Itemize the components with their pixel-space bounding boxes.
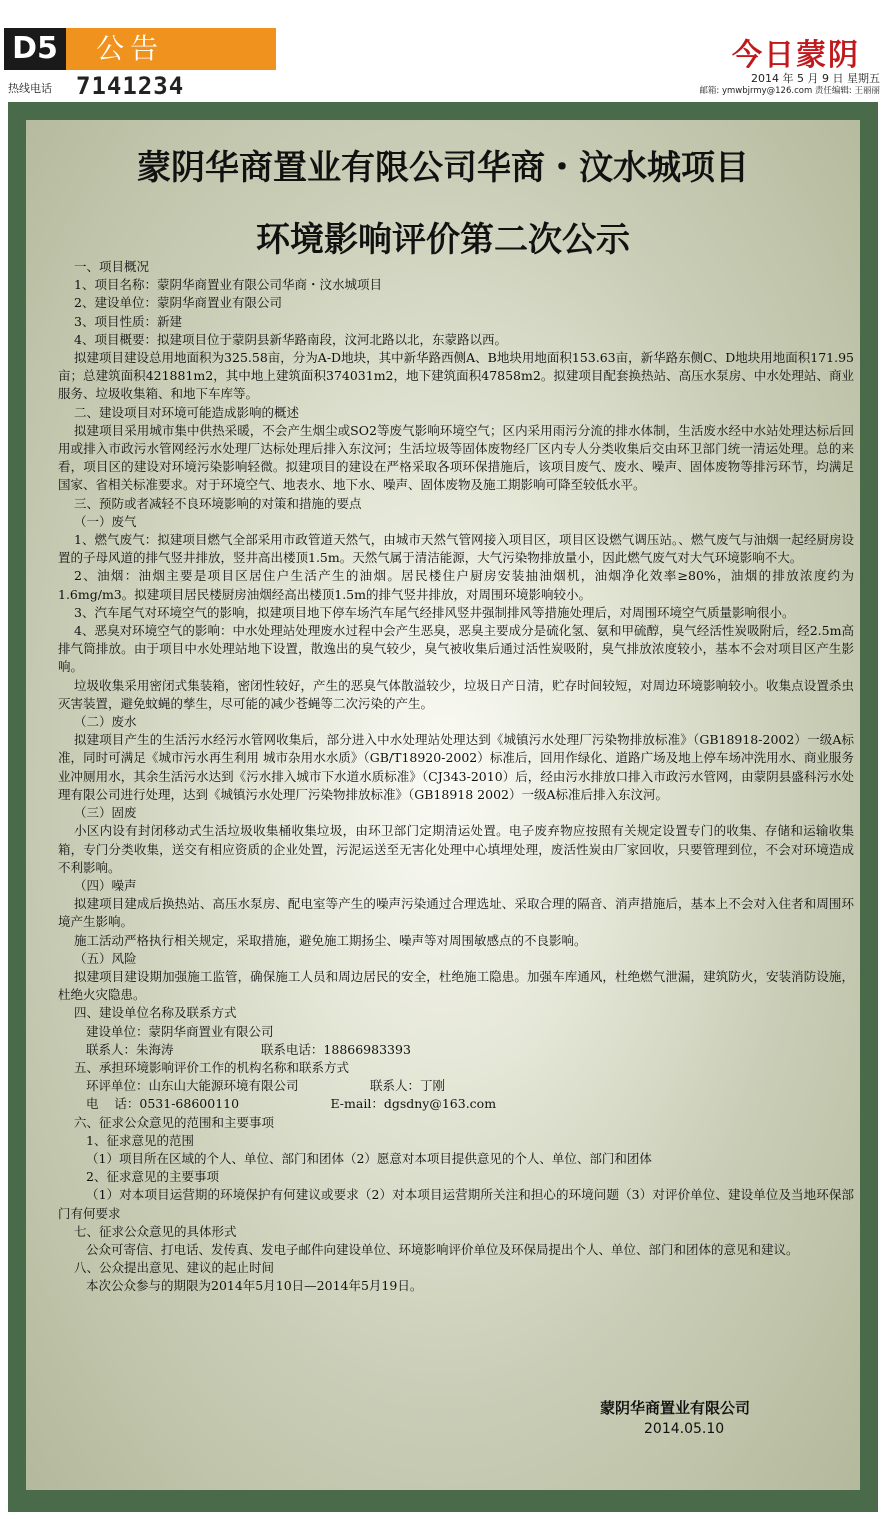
paragraph: 2、油烟：油烟主要是项目区居住户生活产生的油烟。居民楼住户厨房安装抽油烟机，油烟净化效率≥80%，油烟的排放浓度约为1.6mg/m3。拟建项目居民楼厨房油烟经高出楼顶1.5m的排气竖井排放，对周围环境影响较小。 [58,568,854,602]
section-heading: 五、承担环境影响评价工作的机构名称和联系方式 [74,1059,350,1075]
contact-line: 电 话：0531-68600110 E-mail：dgsdny@163.com [86,1096,497,1112]
section-heading: 八、公众提出意见、建议的起止时间 [74,1260,275,1276]
paragraph: 小区内设有封闭移动式生活垃圾收集桶收集垃圾，由环卫部门定期清运处置。电子废弃物应按照有关规定设置专门的收集、存储和运输收集箱，专门分类收集，送交有相应资质的企业处置，污泥运送至无害化处理中心填埋处理，废活性炭由厂家回收，只要管理到位，不会对环境造成不利影响。 [58,823,854,875]
subsection-heading: （五）风险 [74,950,137,966]
announcement-title-line1: 蒙阴华商置业有限公司华商・汶水城项目 [137,148,749,188]
contact-line: 联系人：朱海涛 联系电话：18866983393 [86,1041,411,1057]
paragraph: 4、项目概要：拟建项目位于蒙阴县新华路南段，汶河北路以北，东蒙路以西。 [74,331,507,347]
section-heading: 三、预防或者减轻不良环境影响的对策和措施的要点 [74,495,362,511]
hotline-label: 热线电话 [8,82,52,95]
section-code: D5 [4,28,66,70]
announcement-body [58,258,854,1296]
paragraph: 1、项目名称：蒙阴华商置业有限公司华商・汶水城项目 [74,277,382,293]
paragraph: （1）对本项目运营期的环境保护有何建议或要求（2）对本项目运营期所关注和担心的环境问题（3）对评价单位、建设单位及当地环保部门有何要求 [58,1187,854,1221]
section-name: 公告 [96,32,165,65]
contact-line: 环评单位：山东山大能源环境有限公司 联系人：丁刚 [86,1078,446,1094]
paragraph: 拟建项目产生的生活污水经污水管网收集后，部分进入中水处理站处理达到《城镇污水处理厂污染物排放标准》（GB18918-2002）一级A标准，同时可满足《城市污水再生利用 城市杂用水水质》（GB/T18920-2002）标准后，回用作绿化、道路广场及地上停车场冲洗用水、商业服务业冲厕用水，其余生活污水达到《污水排入城市下水道水质标准》（CJ343-2010）后，经由污水排放口排入市政污水管网，由蒙阴县盛科污水处理有限公司进行处理，达到《城镇污水处理厂污染物排放标准》（GB18918 2002）一级A标准后排入东汶河。 [58,732,854,802]
subsection-heading: （一）废气 [74,513,137,529]
editor-line: 邮箱: ymwbjrmy@126.com 责任编辑: 王丽丽 [699,86,880,96]
section-heading: 二、建设项目对环境可能造成影响的概述 [74,404,300,420]
subsection-heading: （二）废水 [74,714,137,730]
newspaper-brand: 今日蒙阴 [732,38,860,73]
paragraph: （1）项目所在区域的个人、单位、部门和团体（2）愿意对本项目提供意见的个人、单位、部门和团体 [86,1150,652,1166]
section-heading: 一、项目概况 [74,259,150,274]
paragraph: 2、建设单位：蒙阴华商置业有限公司 [74,295,282,311]
paragraph: 2、征求意见的主要事项 [86,1169,219,1185]
paragraph: 垃圾收集采用密闭式集装箱，密闭性较好，产生的恶臭气体散溢较少，垃圾日产日清，贮存时间较短，对周边环境影响较小。收集点设置杀虫灭害装置，避免蚊蝇的孳生，尽可能的减少苍蝇等二次污染的产生。 [58,677,854,711]
contact-line: 建设单位：蒙阴华商置业有限公司 [86,1023,274,1039]
paragraph: 4、恶臭对环境空气的影响：中水处理站处理废水过程中会产生恶臭，恶臭主要成分是硫化氢、氨和甲硫醇，臭气经活性炭吸附后，经2.5m高排气筒排放。由于项目中水处理站地下设置，散逸出的臭气较少，臭气被收集后通过活性炭吸附，臭气排放浓度较小，基本不会对项目区产生影响。 [58,623,854,675]
section-heading: 四、建设单位名称及联系方式 [74,1005,237,1021]
announcement-title-line2: 环境影响评价第二次公示 [256,220,630,260]
subsection-heading: （三）固废 [74,805,137,821]
paragraph: 本次公众参与的期限为2014年5月10日—2014年5月19日。 [86,1278,423,1294]
signature-date: 2014.05.10 [644,1421,725,1437]
paragraph: 拟建项目建设期加强施工监管，确保施工人员和周边居民的安全，杜绝施工隐患。加强车库通风，杜绝燃气泄漏，建筑防火，安装消防设施，杜绝火灾隐患。 [58,968,854,1003]
page-header [0,0,886,100]
paragraph: 3、项目性质：新建 [74,313,182,329]
paragraph: 拟建项目建设总用地面积为325.58亩，分为A-D地块，其中新华路西侧A、B地块用地面积153.63亩，新华路东侧C、D地块用地面积171.95亩；总建筑面积421881m2，其中地上建筑面积374031m2，地下建筑面积47858m2。拟建项目配套换热站、高压水泵房、中水处理站、商业服务、垃圾收集箱、和地下车库等。 [58,350,854,402]
section-heading: 六、征求公众意见的范围和主要事项 [74,1114,275,1130]
section-heading: 七、征求公众意见的具体形式 [74,1223,237,1239]
paragraph: 拟建项目采用城市集中供热采暖，不会产生烟尘或SO2等废气影响环境空气；区内采用雨污分流的排水体制，生活废水经中水站处理达标后回用或排入市政污水管网经污水处理厂达标处理后排入东汶河；生活垃圾等固体废物经厂区内专人分类收集后交由环卫部门统一清运处理。总的来看，项目区的建设对环境污染影响轻微。拟建项目的建设在严格采取各项环保措施后，该项目废气、废水、噪声、固体废物等排污环节，均满足国家、省相关标准要求。对于环境空气、地表水、地下水、噪声、固体废物及施工期影响可降至较低水平。 [58,422,854,493]
signature-company: 蒙阴华商置业有限公司 [600,1399,751,1417]
paragraph: 公众可寄信、打电话、发传真、发电子邮件向建设单位、环境影响评价单位及环保局提出个人、单位、部门和团体的意见和建议。 [86,1241,799,1257]
issue-date: 2014 年 5 月 9 日 星期五 [751,72,880,85]
paragraph: 1、燃气废气：拟建项目燃气全部采用市政管道天然气，由城市天然气管网接入项目区，项目区设燃气调压站。、燃气废气与油烟一起经厨房设置的子母风道的排气竖井排放，竖井高出楼顶1.5m。天然气属于清洁能源，大气污染物排放量小，因此燃气废气对大气环境影响不大。 [58,532,854,566]
paragraph: 1、征求意见的范围 [86,1132,194,1148]
paragraph: 拟建项目建成后换热站、高压水泵房、配电室等产生的噪声污染通过合理选址、采取合理的隔音、消声措施后，基本上不会对入住者和周围环境产生影响。 [58,896,854,930]
subsection-heading: （四）噪声 [74,877,137,893]
paragraph: 施工活动严格执行相关规定，采取措施，避免施工期扬尘、噪声等对周围敏感点的不良影响。 [74,932,587,948]
paragraph: 3、汽车尾气对环境空气的影响，拟建项目地下停车场汽车尾气经排风竖井强制排风等措施处理后，对周围环境空气质量影响很小。 [74,604,795,620]
hotline-number: 7141234 [76,72,185,100]
